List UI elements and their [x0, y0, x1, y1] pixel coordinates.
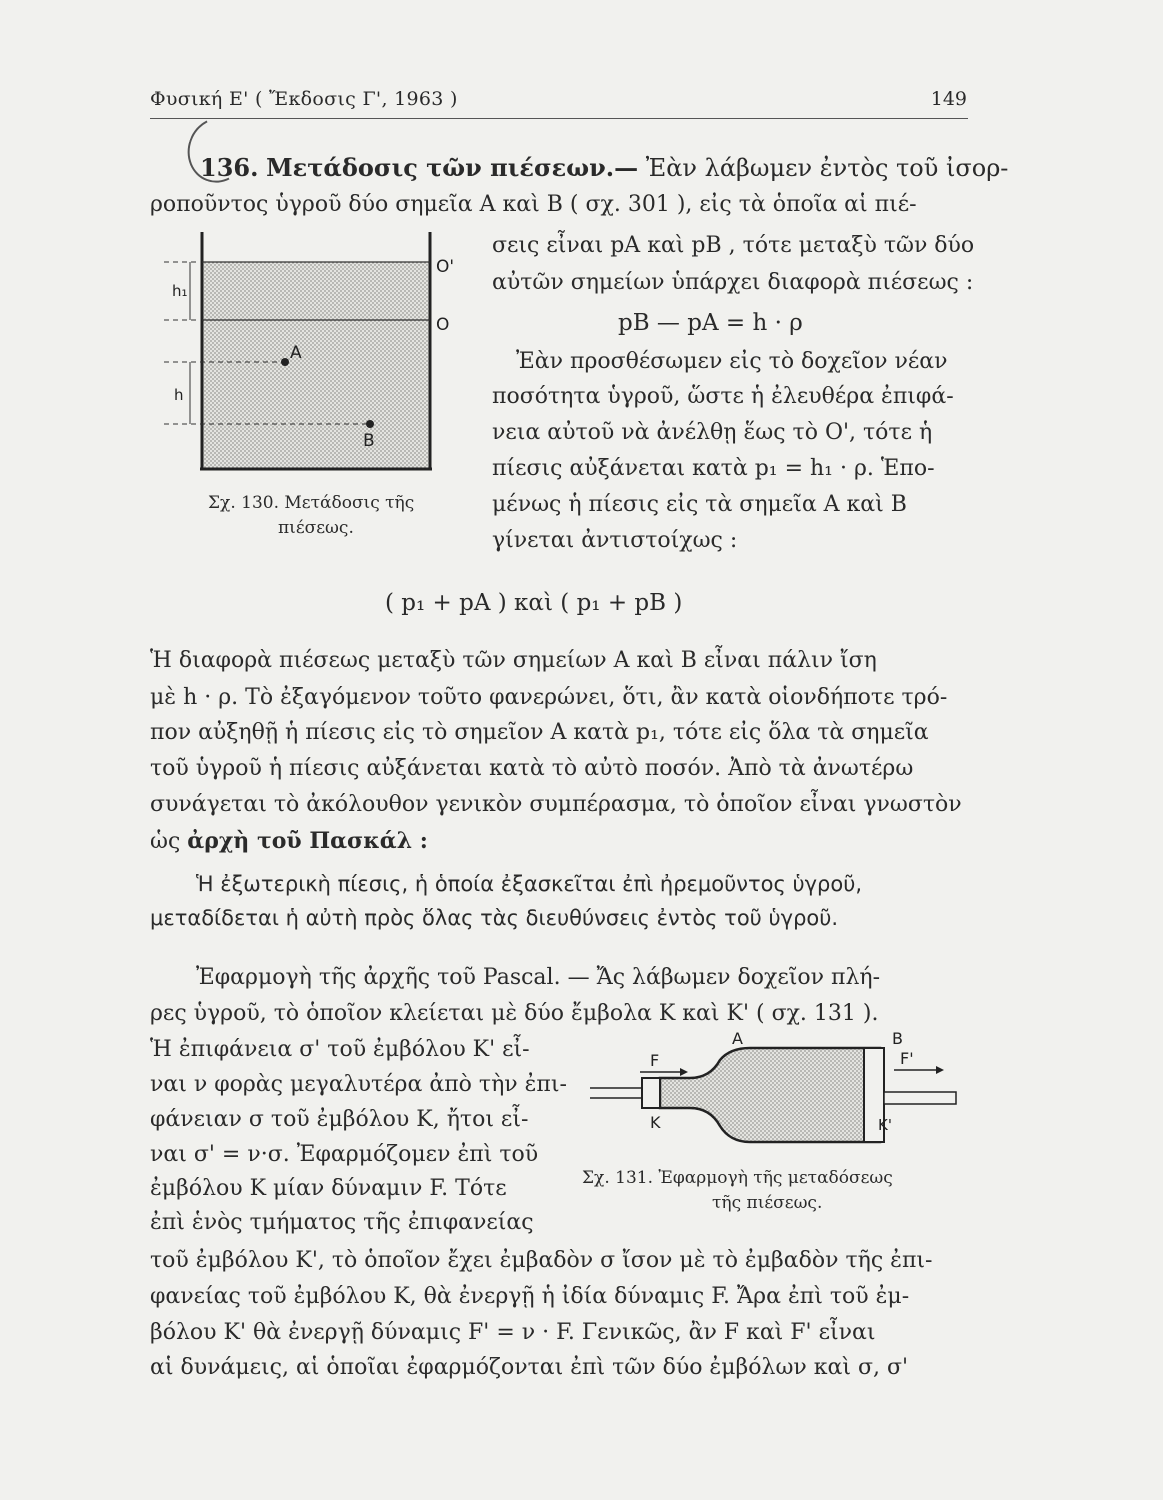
- section-heading: [200, 153, 1009, 182]
- figure-131-caption: Σχ. 131. Ἐφαρμογὴ τῆς μεταδόσεως: [582, 1168, 893, 1188]
- text-line: γίνεται ἀντιστοίχως :: [492, 528, 738, 553]
- text-line: ἐπὶ ἑνὸς τμήματος τῆς ἐπιφανείας: [150, 1210, 534, 1235]
- point-a: [281, 358, 289, 366]
- label-f: F: [650, 1051, 660, 1070]
- text-line: πίεσις αὐξάνεται κατὰ p₁ = h₁ · ρ. Ἑπο-: [492, 456, 935, 481]
- text-line: ποσότητα ὑγροῦ, ὥστε ἡ ἐλευθέρα ἐπιφά-: [492, 384, 954, 409]
- label-h1: h₁: [172, 282, 188, 300]
- text-line: ναι σ' = ν·σ. Ἐφαρμόζομεν ἐπὶ τοῦ: [150, 1142, 539, 1167]
- label-o-prime: O': [436, 257, 455, 277]
- equation-pressure-difference: pΒ — pΑ = h · ρ: [618, 310, 803, 336]
- label-a: A: [290, 343, 302, 363]
- text-line: Ἡ διαφορὰ πιέσεως μεταξὺ τῶν σημείων Α καὶ Β εἶναι πάλιν ἴση: [150, 648, 877, 673]
- principle-prefix: ὡς: [150, 829, 181, 854]
- application-heading: Ἐφαρμογὴ τῆς ἀρχῆς τοῦ Pascal. — Ἄς λάβωμεν δοχεῖον πλή-: [196, 965, 881, 990]
- liquid-fill: [202, 262, 430, 468]
- page-number: 149: [930, 88, 967, 110]
- text-line: τοῦ ἐμβόλου Κ', τὸ ὁποῖον ἔχει ἐμβαδὸν σ ἴσον μὲ τὸ ἐμβαδὸν τῆς ἐπι-: [150, 1248, 933, 1273]
- label-f-prime: F': [900, 1049, 914, 1068]
- section-number: 136.: [200, 153, 259, 182]
- text-line: αἱ δυνάμεις, αἱ ὁποῖαι ἐφαρμόζονται ἐπὶ τῶν δύο ἐμβόλων καὶ σ, σ': [150, 1355, 909, 1380]
- text-line: μὲ h · ρ. Τὸ ἐξαγόμενον τοῦτο φανερώνει, ὅτι, ἂν κατὰ οἱονδήποτε τρό-: [150, 685, 948, 710]
- text-line: Ἐὰν προσθέσωμεν εἰς τὸ δοχεῖον νέαν: [516, 349, 948, 374]
- text-line: συνάγεται τὸ ἀκόλουθον γενικὸν συμπέρασμα, τὸ ὁποῖον εἶναι γνωστὸν: [150, 792, 962, 817]
- text-line: τοῦ ὑγροῦ ἡ πίεσις αὐξάνεται κατὰ τὸ αὐτὸ ποσόν. Ἀπὸ τὰ ἀνωτέρω: [150, 756, 914, 781]
- principle-line: [150, 830, 428, 853]
- piston-k: [642, 1078, 660, 1108]
- label-a: A: [732, 1030, 743, 1048]
- label-b: B: [892, 1030, 903, 1048]
- running-header: Φυσική Ε' ( Ἔκδοσις Γ', 1963 ): [150, 88, 458, 110]
- text-line: μένως ἡ πίεσις εἰς τὰ σημεῖα Α καὶ Β: [492, 492, 907, 517]
- text-line: ναι ν φορὰς μεγαλυτέρα ἀπὸ τὴν ἐπι-: [150, 1072, 567, 1097]
- text-line: νεια αὐτοῦ νὰ ἀνέλθῃ ἕως τὸ Ο', τότε ἡ: [492, 420, 933, 445]
- principle-name: ἀρχὴ τοῦ Πασκάλ :: [187, 828, 428, 854]
- label-o: O: [436, 315, 450, 335]
- figure-130-caption-cont: πιέσεως.: [278, 518, 354, 538]
- text-line: Ἡ ἐπιφάνεια σ' τοῦ ἐμβόλου Κ' εἶ-: [150, 1037, 530, 1062]
- principle-statement: Ἡ ἐξωτερικὴ πίεσις, ἡ ὁποία ἐξασκεῖται ἐπὶ ἠρεμοῦντος ὑγροῦ,: [196, 872, 863, 896]
- header-rule: [150, 118, 968, 119]
- text-line: φανείας τοῦ ἐμβόλου Κ, θὰ ἐνεργῇ ἡ ἰδία δύναμις F. Ἄρα ἐπὶ τοῦ ἐμ-: [150, 1284, 910, 1309]
- label-b: B: [363, 431, 375, 451]
- text-line: φάνειαν σ τοῦ ἐμβόλου Κ, ἤτοι εἶ-: [150, 1107, 529, 1132]
- figure-130-caption: Σχ. 130. Μετάδοσις τῆς: [208, 493, 415, 513]
- text-line: βόλου Κ' θὰ ἐνεργῇ δύναμις F' = ν · F. Γενικῶς, ἂν F καὶ F' εἶναι: [150, 1320, 876, 1345]
- label-k: K: [650, 1113, 661, 1132]
- text-line: αὐτῶν σημείων ὑπάρχει διαφορὰ πιέσεως :: [492, 270, 974, 295]
- figure-131-hydraulic-press: [580, 1030, 970, 1160]
- press-vessel: [660, 1048, 880, 1142]
- text-line: ἐμβόλου Κ μίαν δύναμιν F. Τότε: [150, 1176, 507, 1201]
- principle-statement-cont: μεταδίδεται ἡ αὐτὴ πρὸς ὅλας τὰς διευθύνσεις ἐντὸς τοῦ ὑγροῦ.: [150, 906, 839, 930]
- section-title: Μετάδοσις τῶν πιέσεων.—: [266, 153, 639, 182]
- point-b: [366, 420, 374, 428]
- text-line: σεις εἶναι pΑ καὶ pΒ , τότε μεταξὺ τῶν δύο: [492, 233, 975, 258]
- figure-130-vessel: [160, 222, 460, 502]
- figure-131-caption-cont: τῆς πιέσεως.: [712, 1193, 823, 1213]
- text-line: ρες ὑγροῦ, τὸ ὁποῖον κλείεται μὲ δύο ἔμβολα Κ καὶ Κ' ( σχ. 131 ).: [150, 1001, 879, 1026]
- text-line: πον αὐξηθῇ ἡ πίεσις εἰς τὸ σημεῖον Α κατὰ p₁, τότε εἰς ὅλα τὰ σημεῖα: [150, 720, 929, 745]
- text-line: Ἐὰν λάβωμεν ἐντὸς τοῦ ἰσορ-: [645, 154, 1009, 182]
- text-line: ροποῦντος ὑγροῦ δύο σημεῖα Α καὶ Β ( σχ. 301 ), εἰς τὰ ὁποῖα αἱ πιέ-: [150, 192, 917, 217]
- label-k-prime: K': [878, 1116, 892, 1134]
- label-h: h: [174, 386, 184, 404]
- equation-pressures: ( p₁ + pΑ ) καὶ ( p₁ + pΒ ): [385, 590, 683, 616]
